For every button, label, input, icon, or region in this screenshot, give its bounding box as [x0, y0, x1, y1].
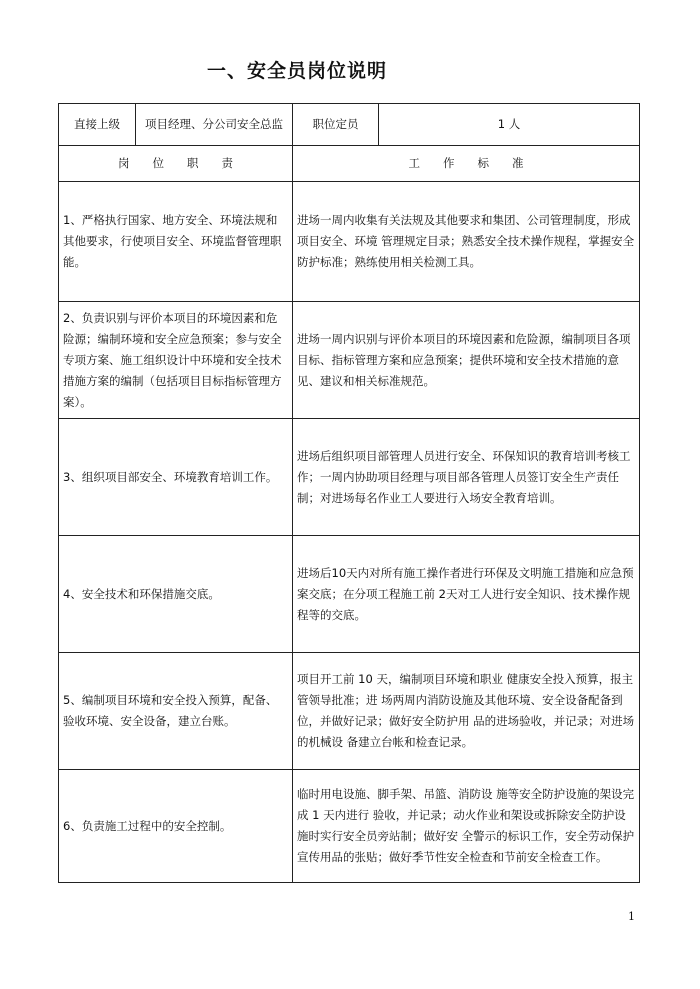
column-header-row — [59, 146, 640, 182]
table-row — [59, 419, 640, 536]
duties-column-header: 岗 位 职 责 — [59, 146, 293, 182]
standards-column-header: 工 作 标 准 — [293, 146, 640, 182]
table-row — [59, 182, 640, 302]
standard-cell: 进场一周内收集有关法规及其他要求和集团、公司管理制度，形成项目安全、环境 管理规定目录；熟悉安全技术操作规程，掌握安全防护标准；熟练使用相关检测工具。 — [293, 182, 640, 302]
headcount-value: 1 人 — [379, 104, 640, 146]
page-number: 1 — [628, 910, 635, 923]
duty-cell: 4、安全技术和环保措施交底。 — [59, 536, 293, 653]
standard-cell: 进场一周内识别与评价本项目的环境因素和危险源，编制项目各项目标、指标管理方案和应急预案；提供环境和安全技术措施的意见、建议和相关标准规范。 — [293, 302, 640, 419]
headcount-label: 职位定员 — [293, 104, 379, 146]
duty-cell: 3、组织项目部安全、环境教育培训工作。 — [59, 419, 293, 536]
duty-cell: 6、负责施工过程中的安全控制。 — [59, 770, 293, 883]
table-row — [59, 536, 640, 653]
standard-cell: 项目开工前 10 天，编制项目环境和职业 健康安全投入预算，报主管领导批准；进 场两周内消防设施及其他环境、安全设备配备到位，并做好记录；做好安全防护用 品的进场验收，并记录；对进场的机械设 备建立台帐和检查记录。 — [293, 653, 640, 770]
table-row — [59, 770, 640, 883]
duty-cell: 1、严格执行国家、地方安全、环境法规和 其他要求，行使项目安全、环境监督管理职能。 — [59, 182, 293, 302]
duty-cell: 2、负责识别与评价本项目的环境因素和危 险源；编制环境和安全应急预案；参与安全专项方案、施工组织设计中环境和安全技术措施方案的编制（包括项目目标指标管理方案）。 — [59, 302, 293, 419]
table-row — [59, 302, 640, 419]
supervisor-label: 直接上级 — [59, 104, 136, 146]
supervisor-value: 项目经理、分公司安全总监 — [136, 104, 293, 146]
standard-cell: 进场后组织项目部管理人员进行安全、环保知识的教育培训考核工作；一周内协助项目经理与项目部各管理人员签订安全生产责任制；对进场每名作业工人要进行入场安全教育培训。 — [293, 419, 640, 536]
table-row — [59, 653, 640, 770]
standard-cell: 进场后10天内对所有施工操作者进行环保及文明施工措施和应急预案交底；在分项工程施工前 2天对工人进行安全知识、技术操作规程等的交底。 — [293, 536, 640, 653]
job-description-table — [58, 103, 640, 883]
standard-cell: 临时用电设施、脚手架、吊篮、消防设 施等安全防护设施的架设完成 1 天内进行 验收，并记录；动火作业和架设或拆除安全防护设施时实行安全员旁站制；做好安 全警示的标识工作，安全劳动保护宣传用品的张贴；做好季节性安全检查和节前安全检查工作。 — [293, 770, 640, 883]
duty-cell: 5、编制项目环境和安全投入预算，配备、验收环境、安全设备，建立台账。 — [59, 653, 293, 770]
page-title: 一、安全员岗位说明 — [207, 60, 388, 82]
header-row — [59, 104, 640, 146]
